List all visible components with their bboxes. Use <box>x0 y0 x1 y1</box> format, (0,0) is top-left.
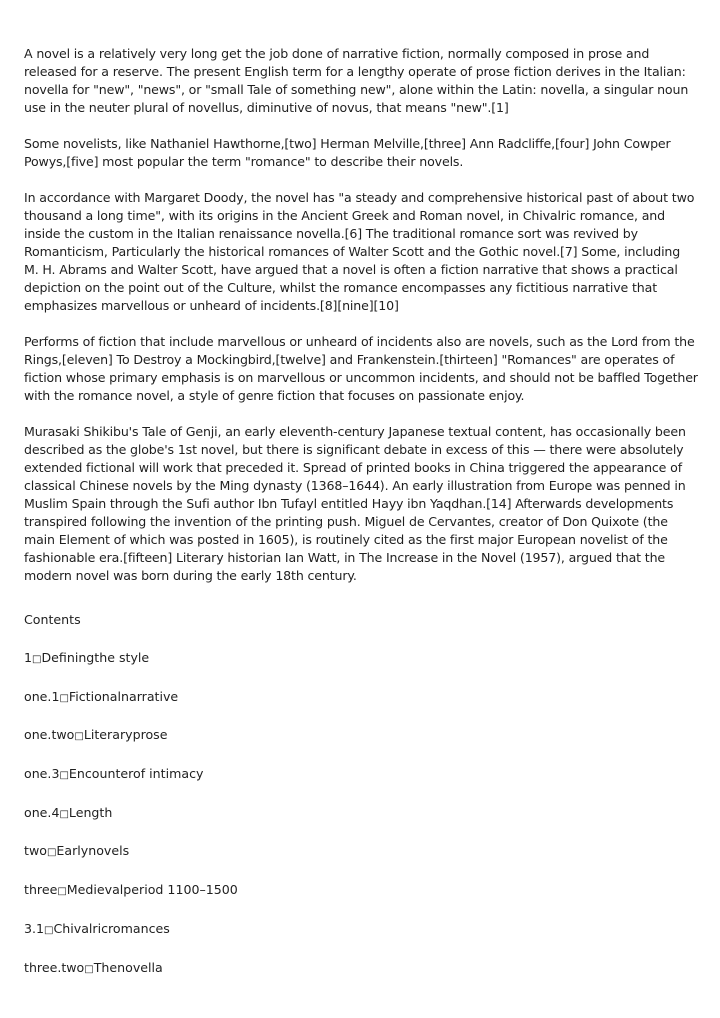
toc-item-number: one.1 □ <box>24 689 69 704</box>
paragraph: Performs of fiction that include marvellous or unheard of incidents also are novels, such as the Lord from the Rings,[eleven] To Destroy a Mockingbird,[twelve] and Frankenstein.[thirteen] "Romances" are operates of fiction whose primary emphasis is on marvellous or uncommon incidents, and should not be baffled Together with the romance novel, a style of genre fiction that focuses on passionate enjoy. <box>24 334 698 403</box>
contents-heading: Contents <box>24 612 81 627</box>
toc-item-number: one.two □ <box>24 727 84 742</box>
toc-item-label: Earlynovels <box>56 843 130 859</box>
toc-item-number: 3.1 □ <box>24 921 53 936</box>
toc-item-label: Chivalricromances <box>53 920 170 936</box>
toc-item[interactable] <box>24 765 698 783</box>
paragraph: A novel is a relatively very long get the job done of narrative fiction, normally composed in prose and released for a reserve. The present English term for a lengthy operate of prose fiction derives in the Italian: novella for "new", "news", or "small Tale of something new", alone within the Latin: novella, a singular noun use in the neuter plural of novellus, diminutive of novus, that means "new".[1] <box>24 46 689 115</box>
paragraph: Some novelists, like Nathaniel Hawthorne,[two] Herman Melville,[three] Ann Radcliffe,[four] John Cowper Powys,[five] most popular the term "romance" to describe their novels. <box>24 136 671 169</box>
toc-item-label: Encounterof intimacy <box>68 766 204 782</box>
toc-item[interactable] <box>24 920 698 938</box>
toc-item-number: one.4 □ <box>24 805 69 820</box>
toc-item-label: Medievalperiod 1100–1500 <box>66 882 238 898</box>
toc-item-number: three □ <box>24 882 67 897</box>
toc-item[interactable] <box>24 959 698 977</box>
toc-item[interactable] <box>24 726 698 744</box>
toc-item[interactable] <box>24 804 698 822</box>
paragraph: In accordance with Margaret Doody, the novel has "a steady and comprehensive historical past of about two thousand a long time", with its origins in the Ancient Greek and Roman novel, in Chivalric romance, and inside the custom in the Italian renaissance novella.[6] The traditional romance sort was revived by Romanticism, Particularly the historical romances of Walter Scott and the Gothic novel.[7] Some, including M. H. Abrams and Walter Scott, have argued that a novel is often a fiction narrative that shows a practical depiction on the point out of the Culture, whilst the romance encompasses any fictitious narrative that emphasizes marvellous or unheard of incidents.[8][nine][10] <box>24 190 695 313</box>
toc-item-number: one.3 □ <box>24 766 69 781</box>
toc-item-label: Fictionalnarrative <box>68 688 179 704</box>
toc-item[interactable] <box>24 842 698 860</box>
toc-item-number: two □ <box>24 843 56 858</box>
toc-item-number: 1 □ <box>24 650 41 665</box>
toc-item[interactable] <box>24 649 698 667</box>
toc-item[interactable] <box>24 688 698 706</box>
toc-item[interactable] <box>24 881 698 899</box>
toc-item-label: Length <box>68 804 113 820</box>
paragraph: Murasaki Shikibu's Tale of Genji, an early eleventh-century Japanese textual content, has occasionally been described as the globe's 1st novel, but there is significant debate in excess of this — there were absolutely extended fictional will work that preceded it. Spread of printed books in China triggered the appearance of classical Chinese novels by the Ming dynasty (1368–1644). An early illustration from Europe was penned in Muslim Spain through the Sufi author Ibn Tufayl entitled Hayy ibn Yaqdhan.[14] Afterwards developments transpired following the invention of the printing push. Miguel de Cervantes, creator of Don Quixote (the main Element of which was posted in 1605), is routinely cited as the first major European novelist of the fashionable era.[fifteen] Literary historian Ian Watt, in The Increase in the Novel (1957), argued that the modern novel was born during the early 18th century. <box>24 424 686 583</box>
toc-item-label: Thenovella <box>93 959 163 975</box>
toc-item-number: three.two □ <box>24 960 94 975</box>
toc-item-label: Literaryprose <box>83 727 168 743</box>
table-of-contents <box>24 649 698 977</box>
toc-item-label: Definingthe style <box>41 650 150 665</box>
